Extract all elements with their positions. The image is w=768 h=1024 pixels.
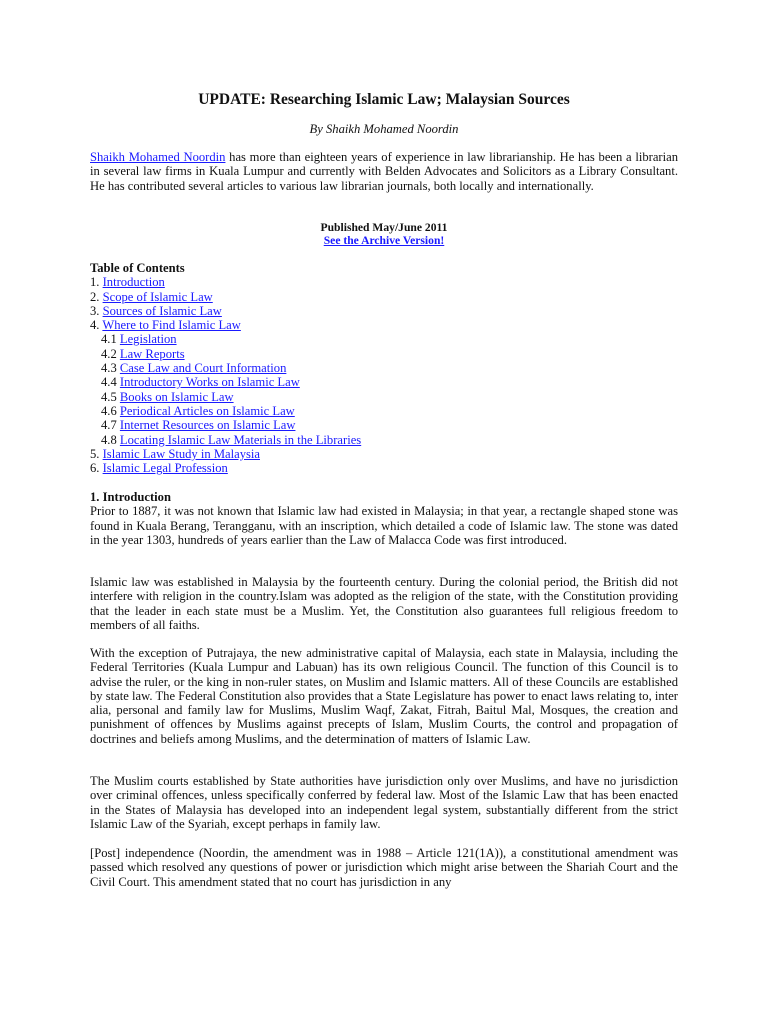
toc-item-internet-resources: 4.7 Internet Resources on Islamic Law [101, 418, 296, 433]
author-bio-text: has more than eighteen years of experience in law librarianship. He has been a librarian in several law firms in Kuala Lumpur and currently with Belden Advocates and Solicitors as a Library Consultant. He has contributed several articles to various law librarian journals, both locally and internationally. [90, 150, 678, 193]
toc-item-law-study: 5. Islamic Law Study in Malaysia [90, 446, 260, 461]
toc-link-internet-resources[interactable]: Internet Resources on Islamic Law [119, 418, 296, 433]
toc-item-legal-profession: 6. Islamic Legal Profession [90, 461, 228, 476]
publication-info [90, 221, 678, 247]
toc-link-sources[interactable]: Sources of Islamic Law [102, 303, 222, 318]
toc-item-introduction: 1. Introduction [90, 275, 165, 290]
toc-item-sources: 3. Sources of Islamic Law [90, 303, 222, 318]
toc-link-legal-profession[interactable]: Islamic Legal Profession [102, 461, 228, 476]
article-byline: By Shaikh Mohamed Noordin [309, 122, 459, 136]
section-heading-introduction: 1. Introduction [90, 490, 171, 504]
archive-version-link[interactable]: See the Archive Version! [323, 234, 445, 247]
toc-link-books[interactable]: Books on Islamic Law [119, 389, 234, 404]
toc-item-law-reports: 4.2 Law Reports [101, 346, 185, 361]
paragraph-5: [Post] independence (Noordin, the amendment was in 1988 – Article 121(1A)), a constitutional amendment was passed which resolved any questions of power or jurisdiction which might arise between the Shariah Court and the Civil Court. This amendment stated that no court has jurisdiction in any [90, 846, 678, 889]
article-title: UPDATE: Researching Islamic Law; Malaysian Sources [198, 91, 570, 108]
toc-item-periodical-articles: 4.6 Periodical Articles on Islamic Law [101, 403, 295, 418]
published-date: Published May/June 2011 [320, 221, 448, 234]
toc-item-books: 4.5 Books on Islamic Law [101, 389, 234, 404]
toc-link-where-to-find[interactable]: Where to Find Islamic Law [102, 318, 241, 333]
paragraph-1: Prior to 1887, it was not known that Islamic law had existed in Malaysia; in that year, a rectangle shaped stone was found in Kuala Berang, Terangganu, with an inscription, which detailed a code of Islamic law. The stone was dated in the year 1303, hundreds of years earlier than the Law of Malacca Code was first introduced. [90, 504, 678, 547]
toc-link-law-study[interactable]: Islamic Law Study in Malaysia [102, 446, 260, 461]
toc-item-legislation: 4.1 Legislation [101, 332, 177, 347]
toc-item-introductory-works: 4.4 Introductory Works on Islamic Law [101, 375, 300, 390]
toc-item-where-to-find: 4. Where to Find Islamic Law [90, 318, 241, 333]
toc-link-case-law[interactable]: Case Law and Court Information [119, 361, 287, 376]
toc-item-locating-materials: 4.8 Locating Islamic Law Materials in the Libraries [101, 432, 362, 447]
toc-link-introductory-works[interactable]: Introductory Works on Islamic Law [119, 375, 300, 390]
paragraph-3: With the exception of Putrajaya, the new administrative capital of Malaysia, each state in Malaysia, including the Federal Territories (Kuala Lumpur and Labuan) has its own religious Council. The function of this Council is to advise the ruler, or the king in non-ruler states, on Muslim and Islamic matters. All of these Councils are established by state law. The Federal Constitution also provides that a State Legislature has power to enact laws relating to, inter alia, personal and family law for Muslims, Muslim Waqf, Zakat, Fitrah, Baitul Mal, Mosques, the creation and punishment of offences by Muslims against precepts of Islam, Muslim Courts, the control and propagation of doctrines and beliefs among Muslims, and the determination of matters of Islamic Law. [90, 646, 678, 746]
toc-link-scope[interactable]: Scope of Islamic Law [102, 289, 213, 304]
table-of-contents [90, 261, 678, 475]
toc-link-legislation[interactable]: Legislation [119, 332, 177, 347]
section-introduction [90, 490, 678, 547]
author-bio [90, 150, 678, 193]
toc-item-scope: 2. Scope of Islamic Law [90, 289, 213, 304]
paragraph-2: Islamic law was established in Malaysia by the fourteenth century. During the colonial period, the British did not interfere with religion in the country.Islam was adopted as the religion of the state, with the Constitution providing that the leader in each state must be a Muslim. Yet, the Constitution also guarantees full religious freedom to members of all faiths. [90, 575, 678, 632]
paragraph-4: The Muslim courts established by State authorities have jurisdiction only over Muslims, and have no jurisdiction over criminal offences, unless specifically conferred by federal law. Most of the Islamic Law that has been enacted in the States of Malaysia has developed into an independent legal system, substantially different from the strict Islamic Law of the Syariah, except perhaps in family law. [90, 774, 678, 831]
author-link[interactable]: Shaikh Mohamed Noordin [90, 150, 226, 164]
toc-heading: Table of Contents [90, 261, 185, 275]
toc-link-introduction[interactable]: Introduction [102, 275, 165, 290]
toc-link-law-reports[interactable]: Law Reports [119, 346, 185, 361]
toc-link-locating-materials[interactable]: Locating Islamic Law Materials in the Libraries [119, 432, 362, 447]
toc-item-case-law: 4.3 Case Law and Court Information [101, 361, 287, 376]
toc-link-periodical-articles[interactable]: Periodical Articles on Islamic Law [119, 403, 295, 418]
